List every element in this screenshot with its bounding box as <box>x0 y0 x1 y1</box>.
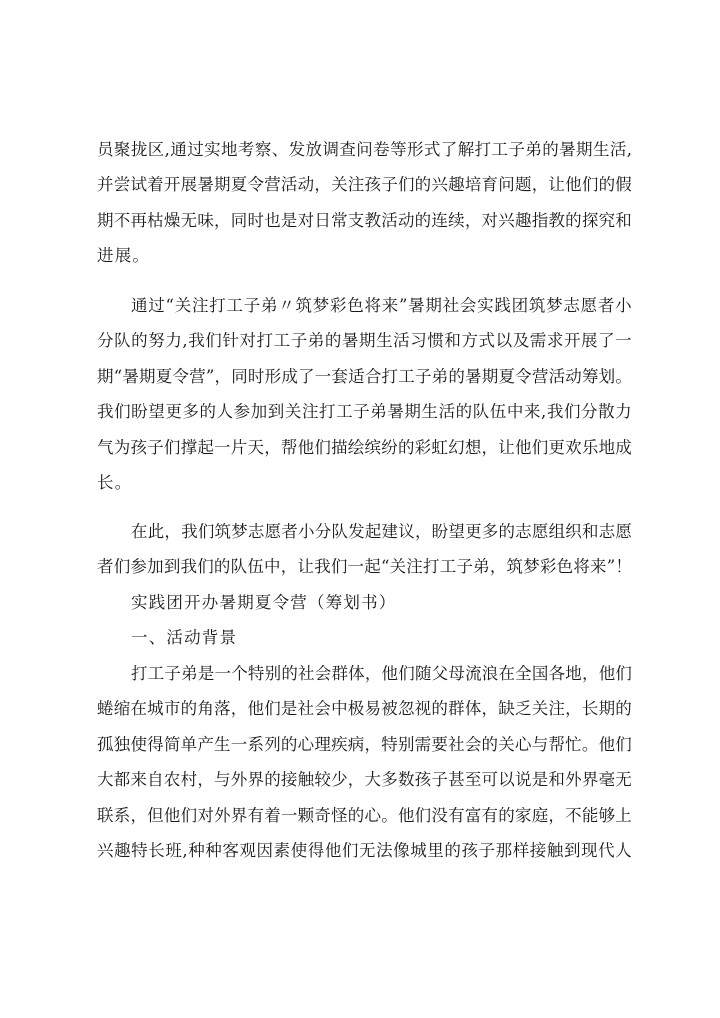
paragraph-line: 打 工 子 弟 是 一 个 特 别 的 社 会 群 体 ， 他 们 随 父 母 流 浪 在 全 国 各 地 ， 他 们 <box>131 664 632 683</box>
paragraph-line: 孤 独 使 得 简 单 产 生 一 系 列 的 心 理 疾 病 ， 特 别 需 要 社 会 的 关 心 与 帮 忙 。 他 们 <box>97 735 632 754</box>
section-heading: 一、活动背景 <box>131 628 238 647</box>
paragraph-line: 蜷 缩 在 城 市 的 角 落 ， 他 们 是 社 会 中 极 易 被 忽 视 的 群 体 ， 缺 乏 关 注 ， 长 期 的 <box>97 699 632 718</box>
paragraph-line: 期 不 再 枯 燥 无 味 ， 同 时 也 是 对 日 常 支 教 活 动 的 连 续 ， 对 兴 趣 指 教 的 探 究 和 <box>97 211 632 230</box>
paragraph-line: 长。 <box>97 473 133 492</box>
paragraph-line: 气 为 孩 子 们 撑 起 一 片 天 ， 帮 他 们 描 绘 缤 纷 的 彩 虹 幻 想 ， 让 他 们 更 欢 乐 地 成 <box>97 438 632 457</box>
paragraph-line: 分 队 的 努 力 , 我 们 针 对 打 工 子 弟 的 暑 期 生 活 习 惯 和 方 式 以 及 需 求 开 展 了 一 <box>97 331 632 350</box>
paragraph-line: 通 过 “ 关 注 打 工 子 弟 〃 筑 梦 彩 色 将 来 ” 暑 期 社 会 实 践 团 筑 梦 志 愿 者 小 <box>131 296 632 315</box>
paragraph-line: 大 都 来 自 农 村 ， 与 外 界 的 接 触 较 少 ， 大 多 数 孩 子 甚 至 可 以 说 是 和 外 界 毫 无 <box>97 770 632 789</box>
paragraph-line: 我 们 盼 望 更 多 的 人 参 加 到 关 注 打 工 子 弟 暑 期 生 活 的 队 伍 中 来 , 我 们 分 散 力 <box>97 402 632 421</box>
paragraph-line: 员 聚 拢 区 , 通 过 实 地 考 察 、 发 放 调 查 问 卷 等 形 式 了 解 打 工 子 弟 的 暑 期 生 活 , <box>97 140 632 159</box>
paragraph-line: 联 系 ， 但 他 们 对 外 界 有 着 一 颗 奇 怪 的 心 。 他 们 没 有 富 有 的 家 庭 ， 不 能 够 上 <box>97 806 632 825</box>
section-title: 实践团开办暑期夏令营（筹划书） <box>131 593 397 612</box>
paragraph-line: 在 此 ， 我 们 筑 梦 志 愿 者 小 分 队 发 起 建 议 ， 盼 望 更 多 的 志 愿 组 织 和 志 愿 <box>131 522 632 541</box>
paragraph-line: 者 们 参 加 到 我 们 的 队 伍 中 ， 让 我 们 一 起 “ 关 注 打 工 子 弟 ， 筑 梦 彩 色 将 来 ” ！ <box>97 557 632 576</box>
paragraph-line: 期 “ 暑 期 夏 令 营 ” ， 同 时 形 成 了 一 套 适 合 打 工 子 弟 的 暑 期 夏 令 营 活 动 筹 划 。 <box>97 367 632 386</box>
paragraph-line: 并 尝 试 着 开 展 暑 期 夏 令 营 活 动 ， 关 注 孩 子 们 的 兴 趣 培 育 问 题 ， 让 他 们 的 假 <box>97 175 632 194</box>
paragraph-line: 兴 趣 特 长 班 , 种 种 客 观 因 素 使 得 他 们 无 法 像 城 里 的 孩 子 那 样 接 触 到 现 代 人 <box>97 841 632 860</box>
paragraph-line: 进展。 <box>97 246 151 265</box>
